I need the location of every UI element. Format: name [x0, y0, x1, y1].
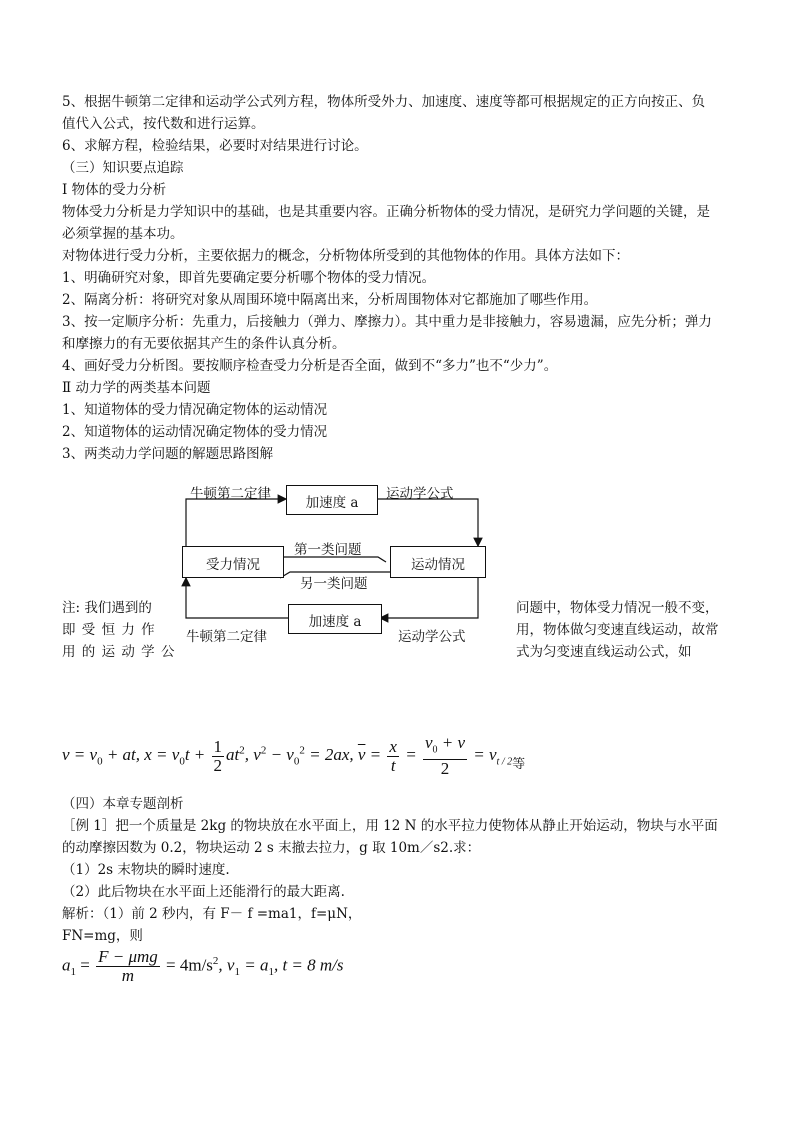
text-line: 1、知道物体的受力情况确定物体的运动情况 — [62, 402, 328, 418]
section-heading: （四）本章专题剖析 — [62, 796, 184, 812]
text-line: 物体受力分析是力学知识中的基础，也是其重要内容。正确分析物体的受力情况，是研究力学问题的关键，是 — [62, 204, 710, 220]
solution-text: 解析：（1）前 2 秒内，有 F－ f =ma1，f=μN， — [62, 906, 362, 922]
kinematics-formula-label-top: 运动学公式 — [386, 486, 454, 502]
acceleration-formula: $a_1$ = $\frac{\text{F − μmg}}{m}$ = $4m/s^2$, $v_1 = a_1$, t = 8 m/s — [62, 947, 344, 985]
text-line: 5、根据牛顿第二定律和运动学公式列方程，物体所受外力、加速度、速度等都可根据规定的正方向按正、负 — [62, 94, 706, 110]
text-line: 值代入公式，按代数和进行运算。 — [62, 116, 265, 132]
note-right-line: 式为匀变速直线运动公式，如 — [516, 644, 692, 660]
other-problem-label: 另一类问题 — [300, 576, 368, 592]
text-line: 4、画好受力分析图。要按顺序检查受力分析是否全面，做到不“多力”也不“少力”。 — [62, 358, 558, 374]
motion-state-label: 运动情况 — [411, 557, 465, 573]
example-question: （1）2s 末物块的瞬时速度. — [62, 862, 230, 878]
subsection-heading: Ⅰ 物体的受力分析 — [62, 182, 167, 198]
kinematics-formula: $v = v_0$ + at, $x = v_0t$ + $\frac{1}{2}$ $at^2$, $v^2 - v_0^2 = 2ax$, $\overline{v}$ = $\frac{x}{t}$ = $\frac{v_0 + v}{2}$ = $v_{t / 2等}$ — [62, 733, 526, 779]
subsection-heading: Ⅱ 动力学的两类基本问题 — [62, 380, 211, 396]
arrow-accel-to-motion-top — [376, 499, 478, 546]
force-state-box — [182, 546, 284, 578]
text-line: 1、明确研究对象，即首先要确定要分析哪个物体的受力情况。 — [62, 270, 436, 286]
note-right-line: 用，物体做匀变速直线运动，故常 — [516, 622, 719, 638]
first-problem-label: 第一类问题 — [294, 542, 362, 558]
motion-state-box — [390, 546, 486, 578]
text-line: 2、知道物体的运动情况确定物体的受力情况 — [62, 424, 328, 440]
subsection-heading: （三）知识要点追踪 — [62, 160, 184, 176]
note-left-line: 用 的 运 动 学 公 — [62, 644, 176, 660]
example-text: ［例 1］把一个质量是 2kg 的物块放在水平面上，用 12 N 的水平拉力使物体从静止开始运动，物块与水平面 — [62, 818, 718, 834]
text-line: 2、隔离分析：将研究对象从周围环境中隔离出来，分析周围物体对它都施加了哪些作用。 — [62, 292, 598, 308]
force-state-label: 受力情况 — [206, 557, 260, 573]
arrow-accel-to-force-bottom — [186, 578, 288, 618]
note-right-line: 问题中，物体受力情况一般不变， — [516, 600, 719, 616]
text-line: 3、按一定顺序分析：先重力，后接触力（弹力、摩擦力）。其中重力是非接触力，容易遗漏，应先分析；弹力 — [62, 314, 712, 330]
solution-text: FN=mg，则 — [62, 928, 143, 944]
newton-second-law-label-top: 牛顿第二定律 — [190, 486, 271, 502]
accel-box-top-label: 加速度 a — [305, 495, 359, 511]
newton-second-law-label-bottom: 牛顿第二定律 — [186, 629, 267, 645]
kinematics-formula-label-bottom: 运动学公式 — [398, 629, 466, 645]
note-left-line: 即 受 恒 力 作 — [62, 622, 156, 638]
text-line: 必须掌握的基本功。 — [62, 226, 184, 242]
example-text: 的动摩擦因数为 0.2，物块运动 2 s 末撤去拉力，g 取 10m／s2.求： — [62, 840, 481, 856]
accel-box-top — [286, 485, 378, 515]
example-question: （2）此后物块在水平面上还能滑行的最大距离. — [62, 884, 345, 900]
text-line: 对物体进行受力分析，主要依据力的概念，分析物体所受到的其他物体的作用。具体方法如下： — [62, 248, 629, 264]
text-line: 和摩擦力的有无要依据其产生的条件认真分析。 — [62, 336, 346, 352]
text-line: 3、两类动力学问题的解题思路图解 — [62, 446, 274, 462]
arrow-force-to-accel-top — [186, 499, 286, 546]
arrow-motion-to-accel-bottom — [380, 576, 478, 618]
note-left-line: 注: 我们遇到的 — [62, 600, 152, 616]
accel-box-bottom-label: 加速度 a — [308, 614, 362, 630]
accel-box-bottom — [288, 604, 382, 634]
text-line: 6、求解方程，检验结果，必要时对结果进行讨论。 — [62, 138, 368, 154]
